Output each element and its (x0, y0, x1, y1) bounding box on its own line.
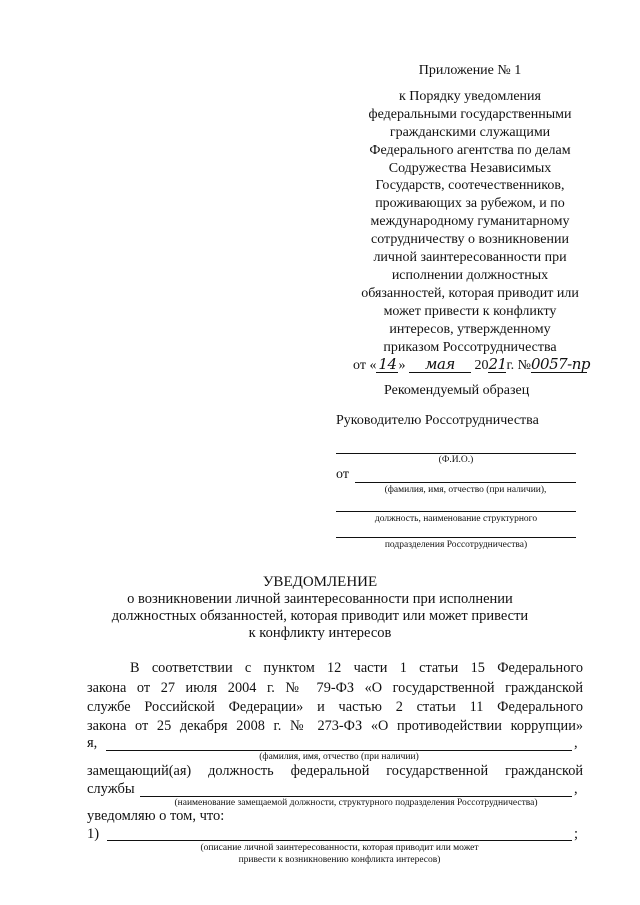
sample-label: Рекомендуемый образец (384, 383, 530, 398)
notice-subtitle-line: к конфликту интересов (248, 625, 392, 641)
appendix-line: личной заинтересованности при (373, 250, 567, 266)
from-line (355, 482, 576, 483)
ya-caption: (фамилия, имя, отчество (при наличии) (259, 752, 419, 762)
appendix-line: обязанностей, которая приводит или (361, 285, 579, 301)
from-caption: (фамилия, имя, отчество (при наличии), (384, 485, 547, 495)
notice-subtitle-line: должностных обязанностей, которая приводит или может привести (111, 608, 529, 624)
ya-line (106, 750, 572, 751)
service-comma: , (574, 781, 578, 797)
body-line: службе Российской Федерации» и частью 2 статьи 11 Федерального (87, 699, 583, 715)
notice-subtitle-line: о возникновении личной заинтересованности при исполнении (127, 591, 513, 607)
order-year-prefix: 20 (474, 357, 489, 373)
appendix-line: исполнении должностных (391, 267, 549, 283)
service-caption: (наименование замещаемой должности, структурного подразделения Россотрудничества) (174, 798, 538, 808)
order-number: 0057-пр (530, 354, 590, 373)
item-caption-1: (описание личной заинтересованности, которая приводит или может (200, 843, 479, 853)
appendix-line: гражданскими служащими (389, 124, 551, 140)
order-quote-close: » (398, 357, 406, 373)
body-line: закона от 25 декабря 2008 г. № 273-ФЗ «О противодействии коррупции» (87, 718, 583, 734)
department-line (336, 537, 576, 538)
order-day: 14 (378, 354, 397, 373)
order-month: мая (409, 357, 471, 373)
ya-comma: , (574, 735, 578, 751)
notify-text: уведомляю о том, что: (87, 808, 225, 824)
position-caption-1: должность, наименование структурного (374, 514, 538, 524)
appendix-line: Государств, соотечественников, (375, 178, 565, 194)
order-prefix: от « (353, 357, 377, 373)
item-end: ; (574, 826, 579, 842)
fio-line (336, 453, 576, 454)
appendix-line: федеральными государственными (368, 106, 572, 122)
order-g: г. № (506, 357, 531, 373)
appendix-line: международному гуманитарному (370, 214, 570, 230)
fio-caption: (Ф.И.О.) (438, 455, 474, 465)
notice-title: УВЕДОМЛЕНИЕ (262, 574, 378, 590)
addressee-to: Руководителю Россотрудничества (336, 413, 539, 428)
appendix-line: Федерального агентства по делам (369, 142, 571, 158)
position-text: замещающий(ая) должность федеральной государственной гражданской (87, 763, 583, 779)
addressee-from: от (336, 467, 349, 482)
ya-label: я, (87, 735, 98, 751)
appendix-line: интересов, утвержденному (389, 321, 551, 337)
item-line (107, 840, 572, 841)
appendix-line: Содружества Независимых (388, 160, 552, 176)
order-year-suffix: 21 (488, 354, 507, 373)
service-label: службы (87, 781, 135, 797)
item-number: 1) (87, 826, 100, 842)
appendix-line: приказом Россотрудничества (383, 339, 557, 355)
appendix-line: к Порядку уведомления (399, 88, 541, 104)
appendix-line: сотрудничеству о возникновении (371, 232, 569, 248)
position-caption-2: подразделения Россотрудничества) (384, 540, 528, 550)
appendix-header (320, 62, 620, 374)
item-caption-2: привести к возникновению конфликта интересов) (238, 855, 441, 865)
appendix-line: может привести к конфликту (383, 303, 557, 319)
order-date-line (320, 354, 620, 375)
service-line (140, 796, 572, 797)
body-line: закона от 27 июля 2004 г. № 79-ФЗ «О государственной гражданской (87, 680, 583, 696)
body-line: В соответствии с пунктом 12 части 1 статьи 15 Федерального (130, 660, 583, 676)
appendix-title: Приложение № 1 (418, 63, 522, 78)
position-line (336, 511, 576, 512)
appendix-line: проживающих за рубежом, и по (375, 196, 565, 212)
